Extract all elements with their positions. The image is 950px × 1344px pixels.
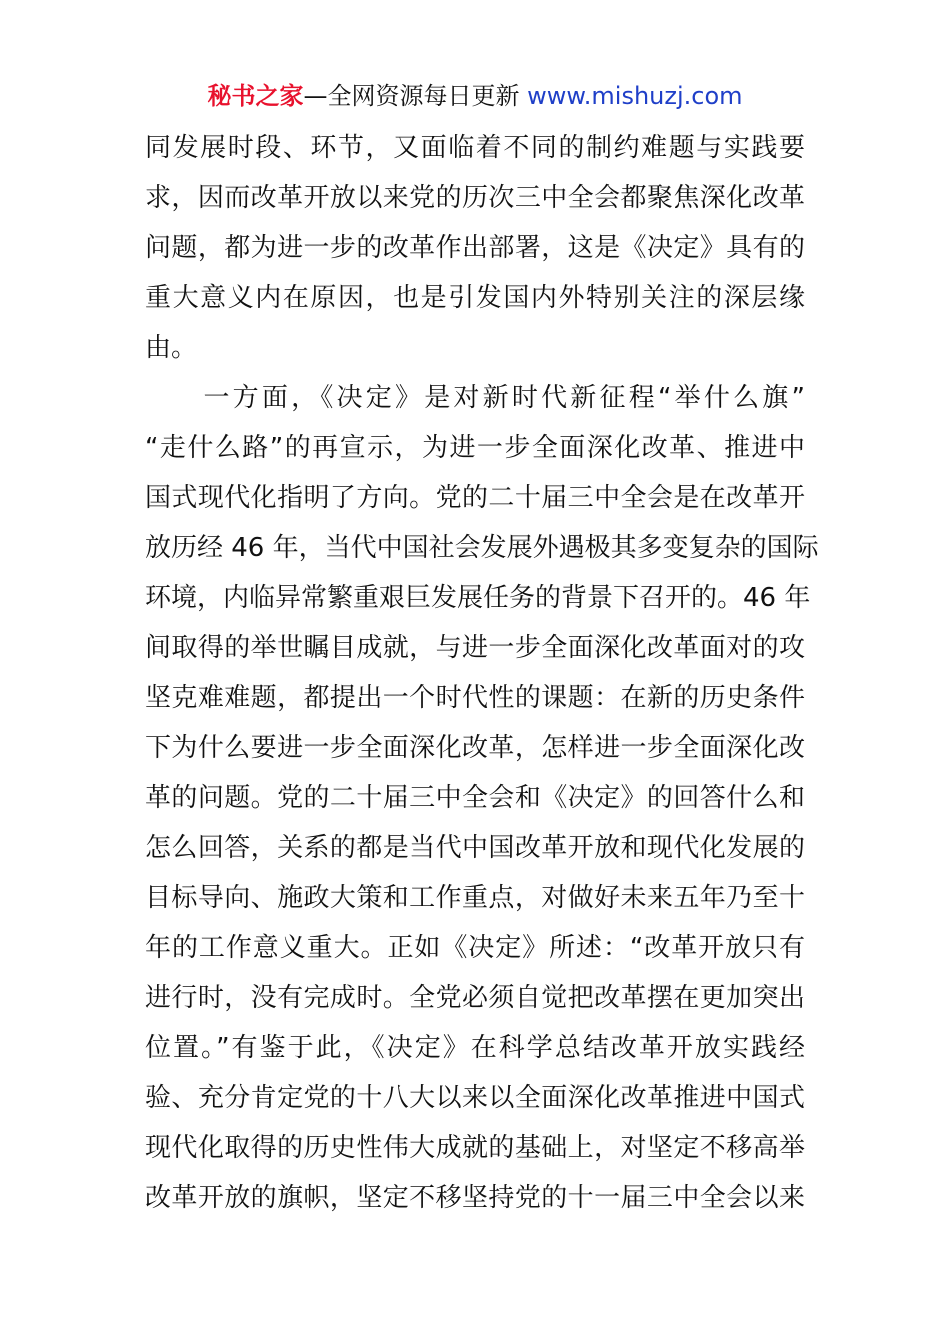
- text-line: 下为什么要进一步全面深化改革，怎样进一步全面深化改: [145, 733, 805, 763]
- site-brand: 秘书之家: [207, 82, 304, 110]
- text-line: 由。: [145, 333, 198, 363]
- text-line: 进行时，没有完成时。全党必须自觉把改革摆在更加突出: [145, 983, 805, 1013]
- text-line: 验、充分肯定党的十八大以来以全面深化改革推进中国式: [145, 1083, 805, 1113]
- text-line: 坚克难难题，都提出一个时代性的课题：在新的历史条件: [145, 683, 805, 713]
- text-line: 年的工作意义重大。正如《决定》所述：“改革开放只有: [145, 933, 805, 963]
- document-body: [145, 123, 819, 1223]
- page-header: [0, 80, 950, 112]
- text-line: 怎么回答，关系的都是当代中国改革开放和现代化发展的: [145, 833, 805, 863]
- text-line: 放历经 46 年，当代中国社会发展外遇极其多变复杂的国际: [145, 533, 819, 563]
- text-line: 问题，都为进一步的改革作出部署，这是《决定》具有的: [145, 233, 805, 263]
- text-line: 位置。”有鉴于此，《决定》在科学总结改革开放实践经: [145, 1033, 805, 1063]
- text-line: “走什么路”的再宣示，为进一步全面深化改革、推进中: [145, 433, 805, 463]
- text-line: 求，因而改革开放以来党的历次三中全会都聚焦深化改革: [145, 183, 805, 213]
- text-line: 改革开放的旗帜，坚定不移坚持党的十一届三中全会以来: [145, 1183, 805, 1213]
- site-url-link[interactable]: www.mishuzj.com: [527, 82, 743, 110]
- text-line: 目标导向、施政大策和工作重点，对做好未来五年乃至十: [145, 883, 805, 913]
- text-line: 国式现代化指明了方向。党的二十届三中全会是在改革开: [145, 483, 805, 513]
- text-line: 一方面，《决定》是对新时代新征程“举什么旗”: [145, 383, 805, 413]
- text-line: 同发展时段、环节，又面临着不同的制约难题与实践要: [145, 133, 805, 163]
- text-line: 革的问题。党的二十届三中全会和《决定》的回答什么和: [145, 783, 805, 813]
- site-tagline: —全网资源每日更新: [303, 82, 528, 110]
- text-line: 间取得的举世瞩目成就，与进一步全面深化改革面对的攻: [145, 633, 805, 663]
- text-line: 重大意义内在原因，也是引发国内外特别关注的深层缘: [145, 283, 805, 313]
- text-line: 环境，内临异常繁重艰巨发展任务的背景下召开的。46 年: [145, 583, 811, 613]
- text-line: 现代化取得的历史性伟大成就的基础上，对坚定不移高举: [145, 1133, 805, 1163]
